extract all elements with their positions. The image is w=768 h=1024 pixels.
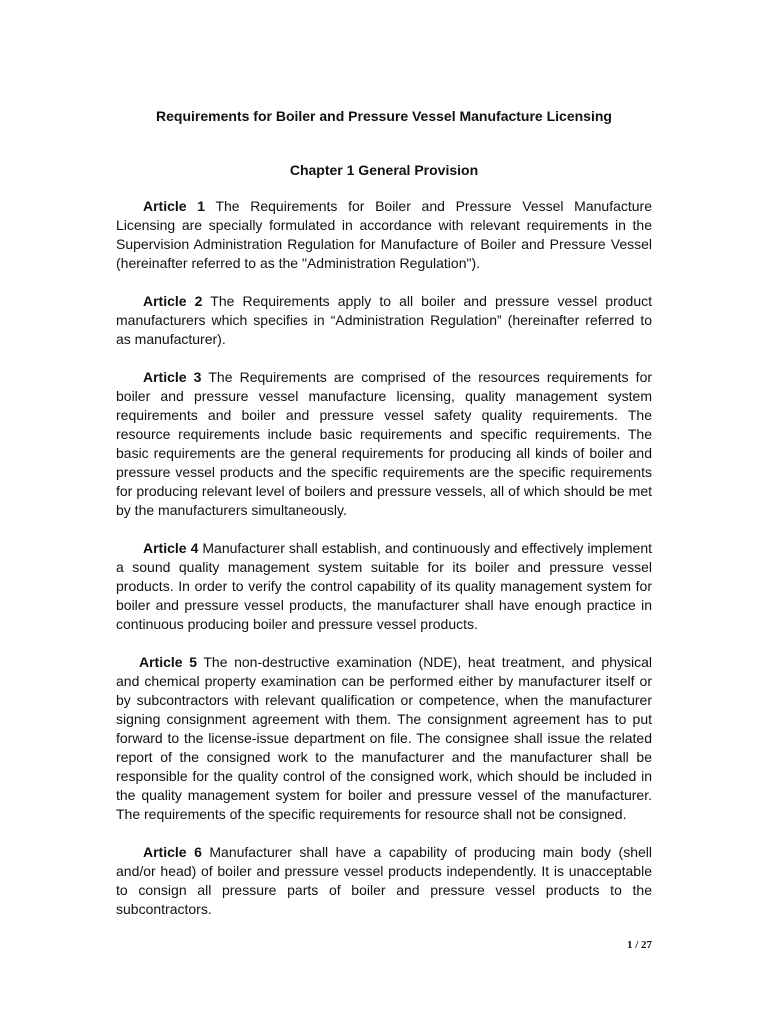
article-label: Article 1: [143, 198, 206, 214]
article-label: Article 5: [139, 654, 197, 670]
chapter-heading: Chapter 1 General Provision: [289, 162, 479, 178]
article-1: [116, 197, 652, 273]
article-label: Article 3: [143, 369, 202, 385]
article-2: [116, 292, 652, 349]
article-6: [116, 843, 652, 919]
article-text: The Requirements apply to all boiler and pressure vessel product manufacturers which specifies in “Administration Regulation” (hereinafter referred to as manufacturer).: [116, 293, 652, 347]
article-label: Article 4: [143, 540, 199, 556]
article-label: Article 2: [143, 293, 203, 309]
article-text: The non-destructive examination (NDE), heat treatment, and physical and chemical property examination can be performed either by manufacturer itself or by subcontractors with relevant qualification or competence, when the manufacturer signing consignment agreement with them. The consignment agreement has to put forward to the license-issue department on file. The consignee shall issue the related report of the consigned work to the manufacturer and the manufacturer shall be responsible for the quality control of the consigned work, which should be included in the quality management system for boiler and pressure vessel of the manufacturer. The requirements of the specific requirements for resource shall not be consigned.: [116, 654, 653, 822]
article-4: [116, 539, 652, 634]
document-title: Requirements for Boiler and Pressure Vessel Manufacture Licensing: [156, 108, 612, 124]
article-text: The Requirements are comprised of the resources requirements for boiler and pressure vessel manufacture licensing, quality management system requirements and boiler and pressure vessel safety quality requirements. The resource requirements include basic requirements and specific requirements. The basic requirements are the general requirements for producing all kinds of boiler and pressure vessel products and the specific requirements are the specific requirements for producing relevant level of boilers and pressure vessels, all of which should be met by the manufacturers simultaneously.: [116, 369, 653, 518]
article-5: [116, 653, 652, 824]
article-text: Manufacturer shall establish, and continuously and effectively implement a sound quality management system suitable for its boiler and pressure vessel products. In order to verify the control capability of its quality management system for boiler and pressure vessel products, the manufacturer shall have enough practice in continuous producing boiler and pressure vessel products.: [116, 540, 653, 632]
article-3: [116, 368, 652, 520]
article-label: Article 6: [143, 844, 202, 860]
article-text: Manufacturer shall have a capability of producing main body (shell and/or head) of boiler and pressure vessel products independently. It is unacceptable to consign all pressure parts of boiler and pressure vessel products to the subcontractors.: [116, 844, 653, 917]
article-text: The Requirements for Boiler and Pressure Vessel Manufacture Licensing are specially formulated in accordance with relevant requirements in the Supervision Administration Regulation for Manufacture of Boiler and Pressure Vessel (hereinafter referred to as the "Administration Regulation").: [116, 198, 652, 271]
page-number: 1 / 27: [626, 939, 652, 951]
